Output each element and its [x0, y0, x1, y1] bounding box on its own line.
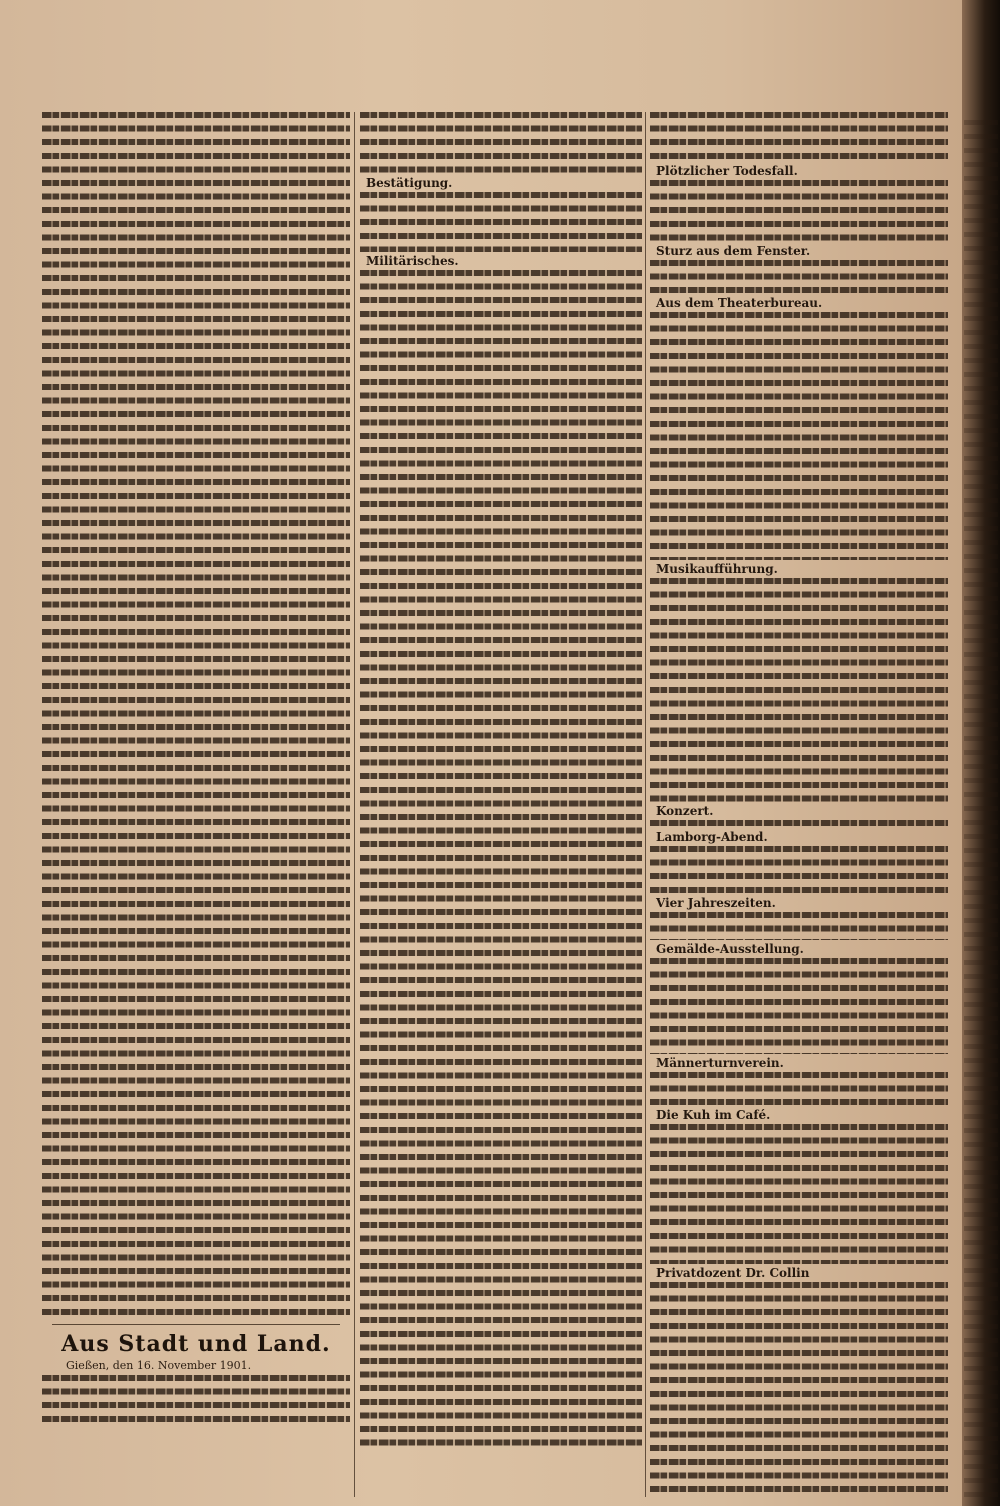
article-body: [650, 820, 948, 828]
article-heading: Männerturnverein.: [656, 1056, 784, 1070]
article-heading: Lamborg-Abend.: [656, 830, 768, 844]
article-body: [650, 846, 948, 894]
article-body: [42, 112, 350, 1320]
article-heading: Die Kuh im Café.: [656, 1108, 771, 1122]
article-body: [360, 192, 642, 252]
article-body: [360, 270, 642, 1450]
column-left: [42, 112, 350, 1497]
article-heading: Vier Jahreszeiten.: [656, 896, 776, 910]
article-body: [360, 112, 642, 174]
article-heading: Militärisches.: [366, 254, 459, 268]
article-heading: Konzert.: [656, 804, 714, 818]
section-rule: [52, 1324, 340, 1325]
article-heading: Privatdozent Dr. Collin: [656, 1266, 810, 1280]
article-body: [650, 260, 948, 294]
article-body: [650, 180, 948, 242]
article-body: [650, 958, 948, 1054]
adjacent-page-text: [964, 120, 998, 1500]
article-body: [650, 1072, 948, 1106]
article-heading: Sturz aus dem Fenster.: [656, 244, 811, 258]
dateline: Gießen, den 16. November 1901.: [66, 1359, 252, 1372]
article-heading: Musikaufführung.: [656, 562, 778, 576]
column-right: [650, 112, 948, 1497]
article-heading: Plötzlicher Todesfall.: [656, 164, 798, 178]
article-body: [42, 1375, 350, 1429]
article-body: [650, 578, 948, 802]
article-body: [650, 1282, 948, 1497]
page-edge: [962, 0, 1000, 1506]
article-body: [650, 1124, 948, 1264]
article-heading: Gemälde-Ausstellung.: [656, 942, 804, 956]
article-body: [650, 912, 948, 940]
section-title-lokal: Aus Stadt und Land.: [61, 1331, 331, 1357]
article-heading: Bestätigung.: [366, 176, 453, 190]
article-body: [650, 312, 948, 560]
column-rule: [645, 112, 646, 1497]
article-body: [650, 112, 948, 162]
column-rule: [354, 112, 355, 1497]
column-middle: [360, 112, 642, 1497]
article-heading: Aus dem Theaterbureau.: [656, 296, 823, 310]
